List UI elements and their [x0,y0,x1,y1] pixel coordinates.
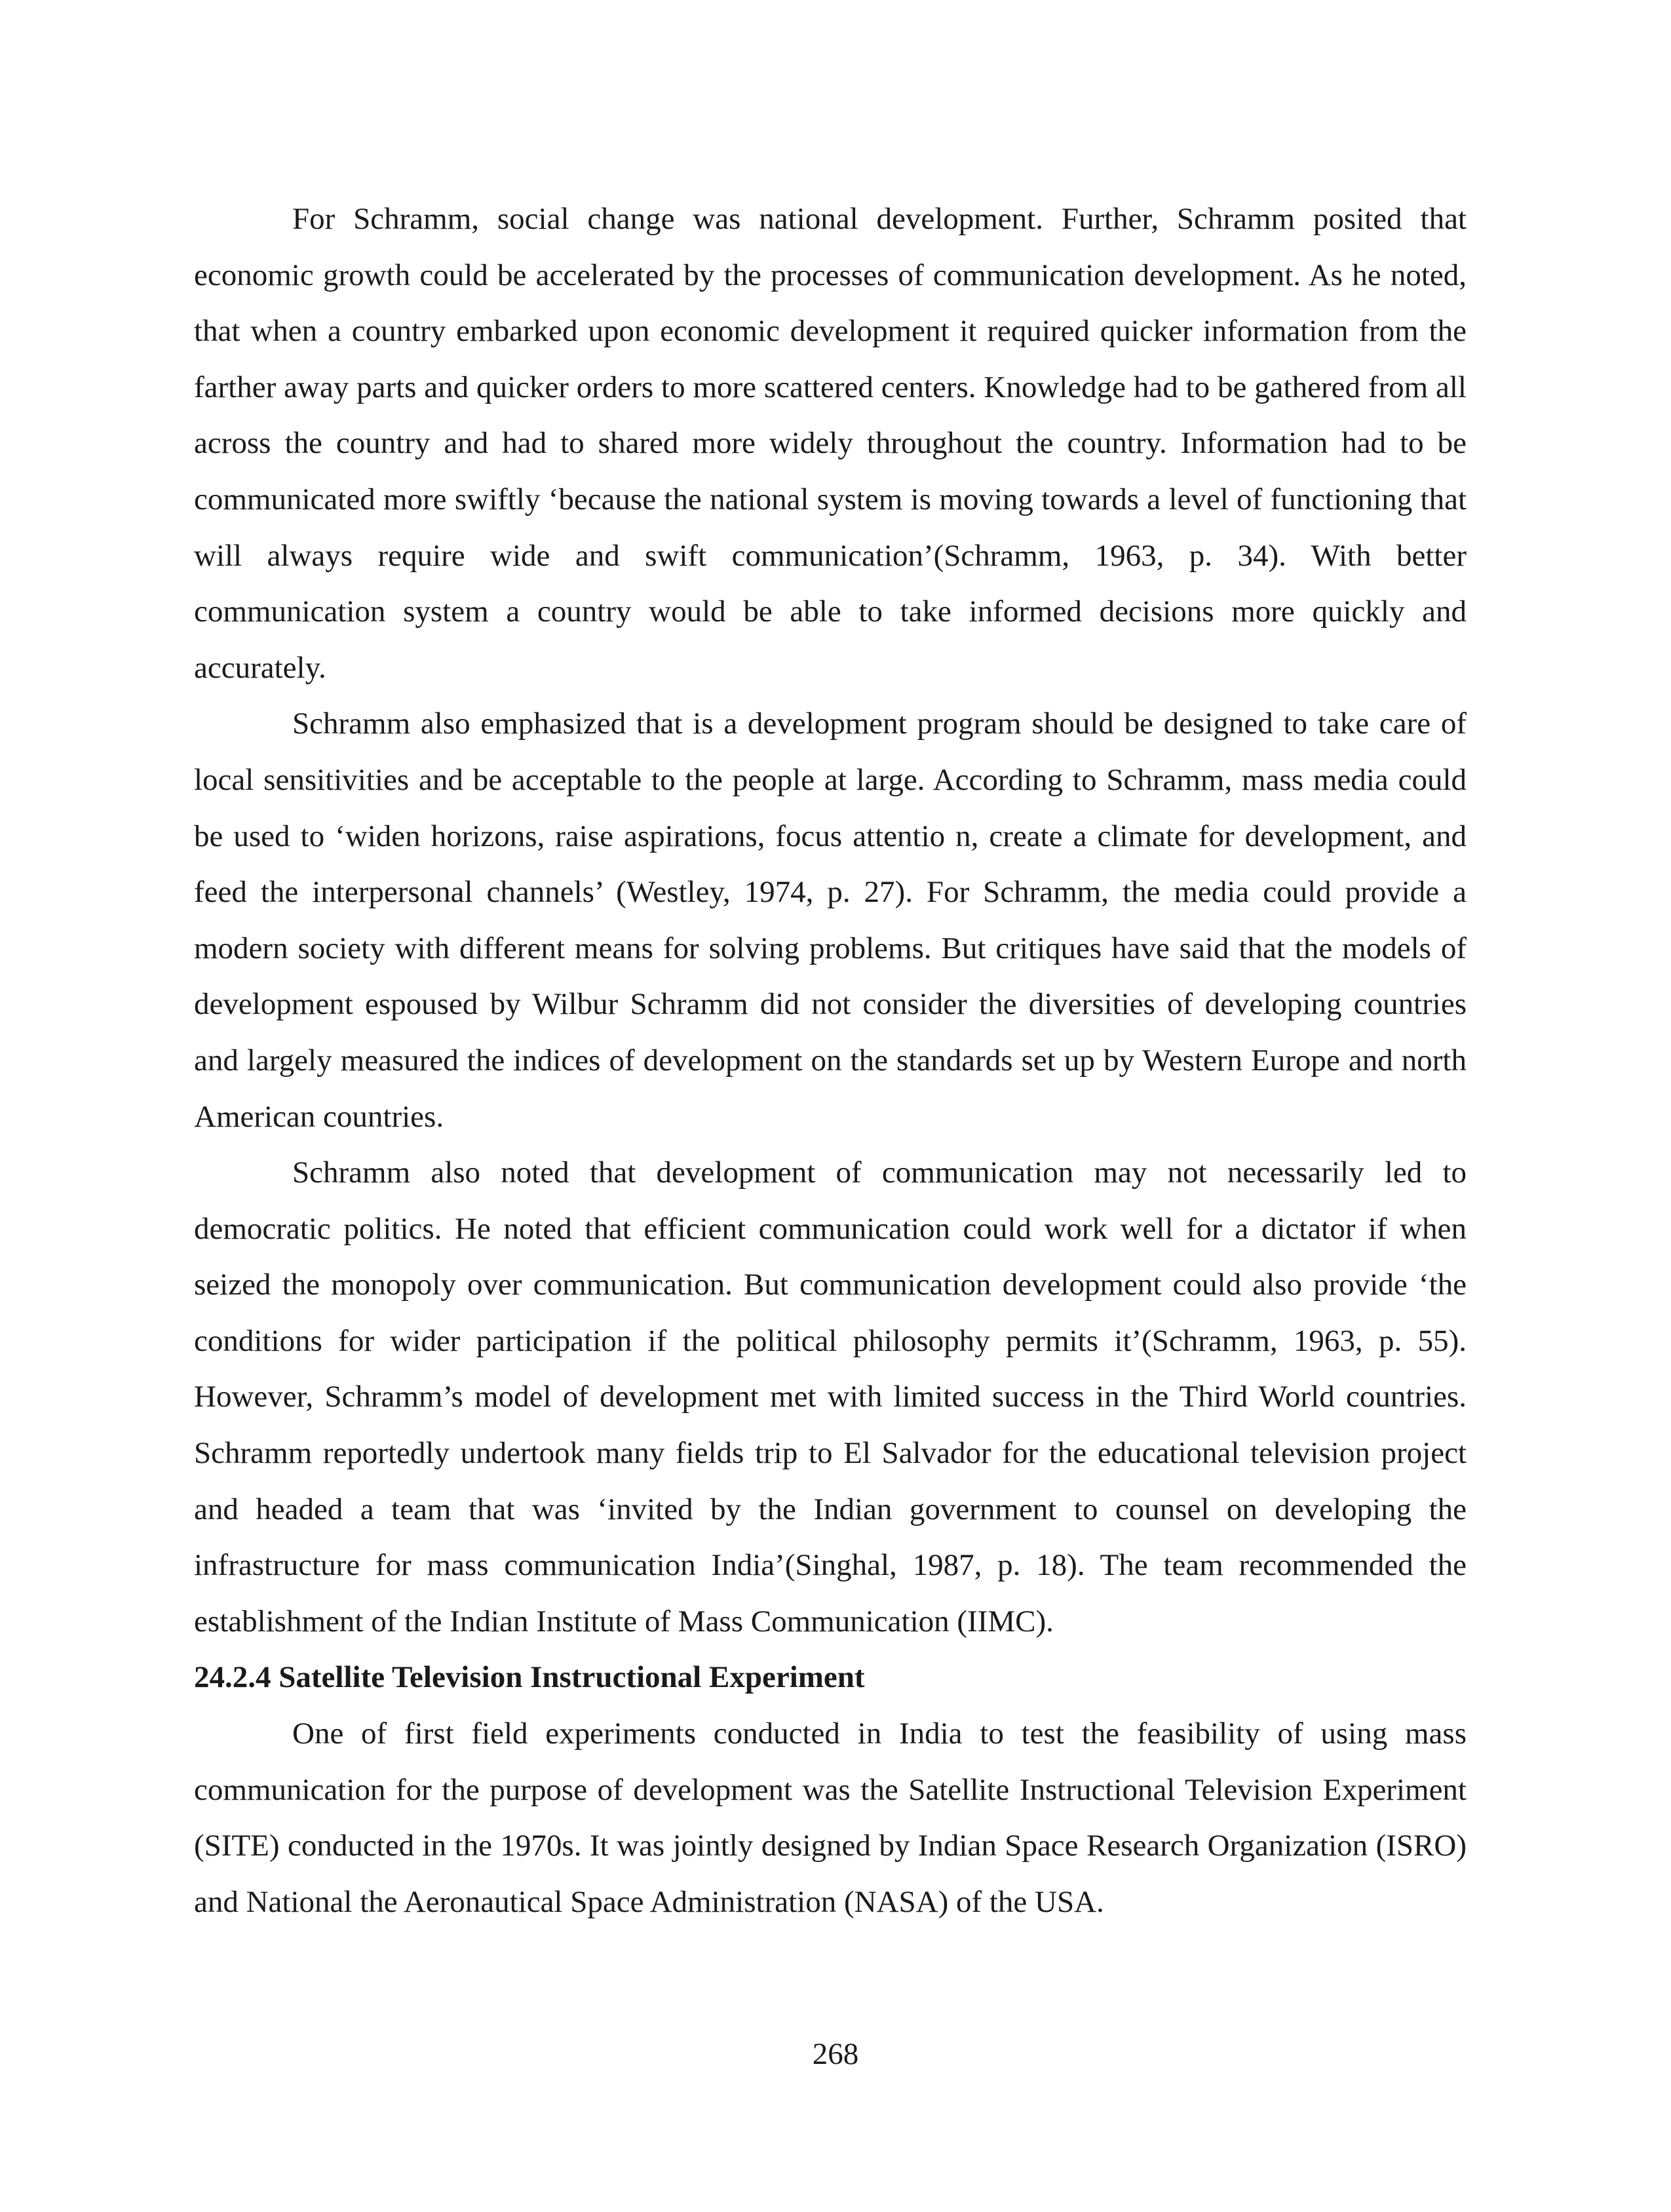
paragraph-schramm-national-development: For Schramm, social change was national development. Further, Schramm posited that economic growth could be accelerated by the processes of communication development. As he noted, that when a country embarked upon economic development it required quicker information from the farther away parts and quicker orders to more scattered centers. Knowledge had to be gathered from all across the country and had to shared more widely throughout the country. Information had to be communicated more swiftly ‘because the national system is moving towards a level of functioning that will always require wide and swift communication’(Schramm, 1963, p. 34). With better communication system a country would be able to take informed decisions more quickly and accurately. [194,202,1467,685]
page-body [194,191,1467,1930]
paragraph-schramm-democratic-politics: Schramm also noted that development of communication may not necessarily led to democratic politics. He noted that efficient communication could work well for a dictator if when seized the monopoly over communication. But communication development could also provide ‘the conditions for wider participation if the political philosophy permits it’(Schramm, 1963, p. 55). However, Schramm’s model of development met with limited success in the Third World countries. Schramm reportedly undertook many fields trip to El Salvador for the educational television project and headed a team that was ‘invited by the Indian government to counsel on developing the infrastructure for mass communication India’(Singhal, 1987, p. 18). The team recommended the establishment of the Indian Institute of Mass Communication (IIMC). [194,1155,1467,1639]
page-number: 268 [812,2037,859,2071]
section-heading: 24.2.4 Satellite Television Instructional Experiment [194,1660,865,1695]
paragraph-schramm-local-sensitivities: Schramm also emphasized that is a development program should be designed to take care of local sensitivities and be acceptable to the people at large. According to Schramm, mass media could be used to ‘widen horizons, raise aspirations, focus attentio n, create a climate for development, and feed the interpersonal channels’ (Westley, 1974, p. 27). For Schramm, the media could provide a modern society with different means for solving problems. But critiques have said that the models of development espoused by Wilbur Schramm did not consider the diversities of developing countries and largely measured the indices of development on the standards set up by Western Europe and north American countries. [194,707,1467,1134]
paragraph-site-experiment: One of first field experiments conducted in India to test the feasibility of using mass communication for the purpose of development was the Satellite Instructional Television Experiment (SITE) conducted in the 1970s. It was jointly designed by Indian Space Research Organization (ISRO) and National the Aeronautical Space Administration (NASA) of the USA. [194,1717,1467,1919]
